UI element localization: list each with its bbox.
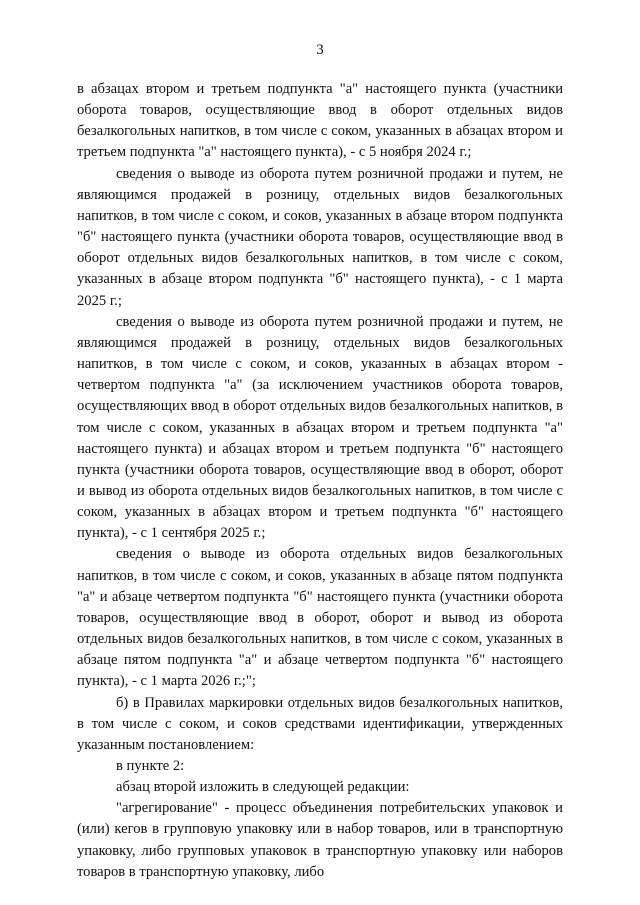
document-body bbox=[77, 79, 563, 883]
paragraph: в абзацах втором и третьем подпункта "а" настоящего пункта (участники оборота товаров, осуществляющие ввод в оборот отдельных видов безалкогольных напитков, в том числе с соком, указанных в абзацах втором и третьем подпункта "а" настоящего пункта), - с 5 ноября 2024 г.; bbox=[77, 81, 563, 161]
page-number: 3 bbox=[316, 42, 324, 58]
paragraph: "агрегирование" - процесс объединения потребительских упаковок и (или) кегов в групповую упаковку или в набор товаров, или в транспортную упаковку, либо групповых упаковок в транспортную упаковку или наборов товаров в транспортную упаковку, либо bbox=[77, 800, 563, 880]
paragraph: в пункте 2: bbox=[116, 758, 185, 774]
paragraph: абзац второй изложить в следующей редакции: bbox=[116, 779, 410, 796]
paragraph: сведения о выводе из оборота путем розничной продажи и путем, не являющимся продажей в розницу, отдельных видов безалкогольных напитков, в том числе с соком, и соков, указанных в абзаце втором подпункта "б" настоящего пункта (участники оборота товаров, осуществляющие ввод в оборот отдельных видов безалкогольных напитков, в том числе с соком, указанных в абзаце втором подпункта "б" настоящего пункта), - с 1 марта 2025 г.; bbox=[77, 165, 563, 309]
paragraph: сведения о выводе из оборота отдельных видов безалкогольных напитков, в том числе с соком, и соков, указанных в абзаце пятом подпункта "а" и абзаце четвертом подпункта "б" настоящего пункта (участники оборота товаров, осуществляющие ввод в оборот, оборот и вывод из оборота отдельных видов безалкогольных напитков, в том числе с соком, указанных в абзаце пятом подпункта "а" и абзаце четвертом подпункта "б" настоящего пункта), - с 1 марта 2026 г.;"; bbox=[77, 546, 563, 690]
paragraph: сведения о выводе из оборота путем розничной продажи и путем, не являющимся продажей в розницу, отдельных видов безалкогольных напитков, в том числе с соком, и соков, указанных в абзацах втором - четвертом подпункта "а" (за исключением участников оборота товаров, осуществляющих ввод в оборот отдельных видов безалкогольных напитков, в том числе с соком, указанных в абзацах втором и третьем подпункта "а" настоящего пункта) и абзацах втором и третьем подпункта "б" настоящего пункта (участники оборота товаров, осуществляющие ввод в оборот, оборот и вывод из оборота отдельных видов безалкогольных напитков, в том числе с соком, указанных в абзацах втором и третьем подпункта "б" настоящего пункта), - с 1 сентября 2025 г.; bbox=[77, 313, 563, 542]
paragraph: б) в Правилах маркировки отдельных видов безалкогольных напитков, в том числе с соком, и соков средствами идентификации, утвержденных указанным постановлением: bbox=[77, 694, 563, 753]
